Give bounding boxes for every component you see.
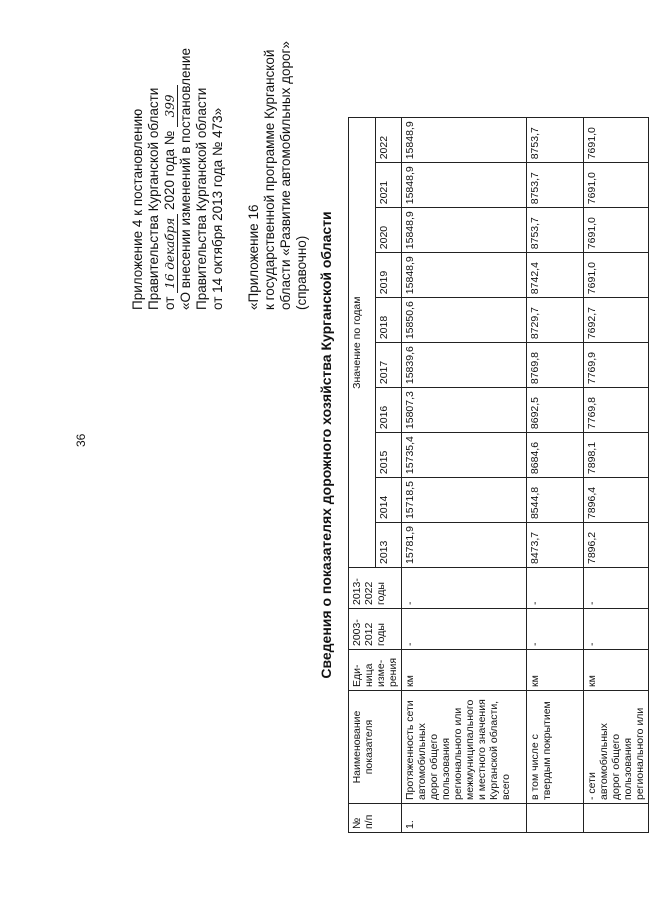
date-prefix: от <box>162 296 177 310</box>
row-value: 8544,8 <box>527 478 584 523</box>
header-line: от 14 октября 2013 года № 473» <box>210 107 225 310</box>
year-header: 2014 <box>375 478 402 523</box>
row-period2: - <box>402 568 527 609</box>
row-value: 15848,9 <box>402 208 527 253</box>
col-header-period2: 2013-2022 годы <box>349 568 402 609</box>
col-header-unit: Еди-ница изме-рения <box>349 650 402 691</box>
appendix-line: к государственной программе Курганской <box>262 49 277 310</box>
year-header: 2019 <box>375 253 402 298</box>
header-block <box>130 41 310 310</box>
year-header: 2018 <box>375 298 402 343</box>
year-header: 2022 <box>375 118 402 163</box>
year-header: 2021 <box>375 163 402 208</box>
page-number: 36 <box>74 433 88 447</box>
row-value: 15735,4 <box>402 433 527 478</box>
year-header: 2017 <box>375 343 402 388</box>
col-header-num: № п/п <box>349 804 402 833</box>
col-header-values-by-year: Значение по годам <box>349 118 376 568</box>
row-name: - сети автомобильных дорог общего пользования регионального или <box>584 691 649 804</box>
appendix-line: (справочно) <box>294 235 309 310</box>
row-value: 8753,7 <box>527 118 584 163</box>
date-suffix: 2020 года <box>162 148 177 210</box>
row-value: 7691,0 <box>584 163 649 208</box>
row-value: 7898,1 <box>584 433 649 478</box>
header-line: «О внесении изменений в постановление <box>178 48 193 310</box>
row-name: Протяженность сети автомобильных дорог общего пользования регионального или межмуниципального и местного значения Курганской области, всего <box>402 691 527 804</box>
row-value: 8729,7 <box>527 298 584 343</box>
header-line: Правительства Курганской области <box>194 87 209 310</box>
appendix-line: области «Развитие автомобильных дорог» <box>278 41 293 310</box>
row-value: 15850,6 <box>402 298 527 343</box>
table-row <box>584 118 649 833</box>
row-num: 1. <box>402 804 527 833</box>
road-indicators-table <box>348 117 649 833</box>
number-label: № <box>162 130 177 146</box>
row-unit: км <box>584 650 649 691</box>
col-header-period1: 2003-2012 годы <box>349 609 402 650</box>
row-num <box>584 804 649 833</box>
year-header: 2013 <box>375 523 402 568</box>
row-value: 7691,0 <box>584 118 649 163</box>
row-value: 8692,5 <box>527 388 584 433</box>
row-value: 7769,9 <box>584 343 649 388</box>
row-value: 7896,4 <box>584 478 649 523</box>
year-header: 2015 <box>375 433 402 478</box>
row-period1: - <box>527 609 584 650</box>
row-value: 8753,7 <box>527 208 584 253</box>
year-header: 2020 <box>375 208 402 253</box>
row-value: 15848,9 <box>402 253 527 298</box>
row-value: 15781,9 <box>402 523 527 568</box>
row-value: 8473,7 <box>527 523 584 568</box>
row-value: 8769,8 <box>527 343 584 388</box>
row-unit: км <box>402 650 527 691</box>
row-value: 7692,7 <box>584 298 649 343</box>
table-row <box>527 118 584 833</box>
row-value: 15848,9 <box>402 118 527 163</box>
table-row <box>402 118 527 833</box>
header-line: Правительства Курганской области <box>146 87 161 310</box>
row-value: 15807,3 <box>402 388 527 433</box>
table-title: Сведения о показателях дорожного хозяйства Курганской области <box>318 211 334 679</box>
year-header: 2016 <box>375 388 402 433</box>
appendix-line: «Приложение 16 <box>246 204 261 310</box>
header-line: Приложение 4 к постановлению <box>130 108 145 310</box>
row-period1: - <box>584 609 649 650</box>
row-period1: - <box>402 609 527 650</box>
handwritten-date: 16 декабря <box>164 214 178 293</box>
row-value: 15718,5 <box>402 478 527 523</box>
row-value: 7769,8 <box>584 388 649 433</box>
row-value: 7896,2 <box>584 523 649 568</box>
row-num <box>527 804 584 833</box>
row-value: 15839,6 <box>402 343 527 388</box>
row-period2: - <box>527 568 584 609</box>
row-name: в том числе с твердым покрытием <box>527 691 584 804</box>
row-period2: - <box>584 568 649 609</box>
row-value: 15848,9 <box>402 163 527 208</box>
row-value: 7691,0 <box>584 253 649 298</box>
table-header-row <box>349 118 376 833</box>
row-value: 8684,6 <box>527 433 584 478</box>
handwritten-number: 399 <box>164 85 178 127</box>
row-value: 8753,7 <box>527 163 584 208</box>
row-value: 8742,4 <box>527 253 584 298</box>
row-value: 7691,0 <box>584 208 649 253</box>
header-date-line <box>162 60 178 310</box>
row-unit: км <box>527 650 584 691</box>
col-header-name: Наименование показателя <box>349 691 402 804</box>
